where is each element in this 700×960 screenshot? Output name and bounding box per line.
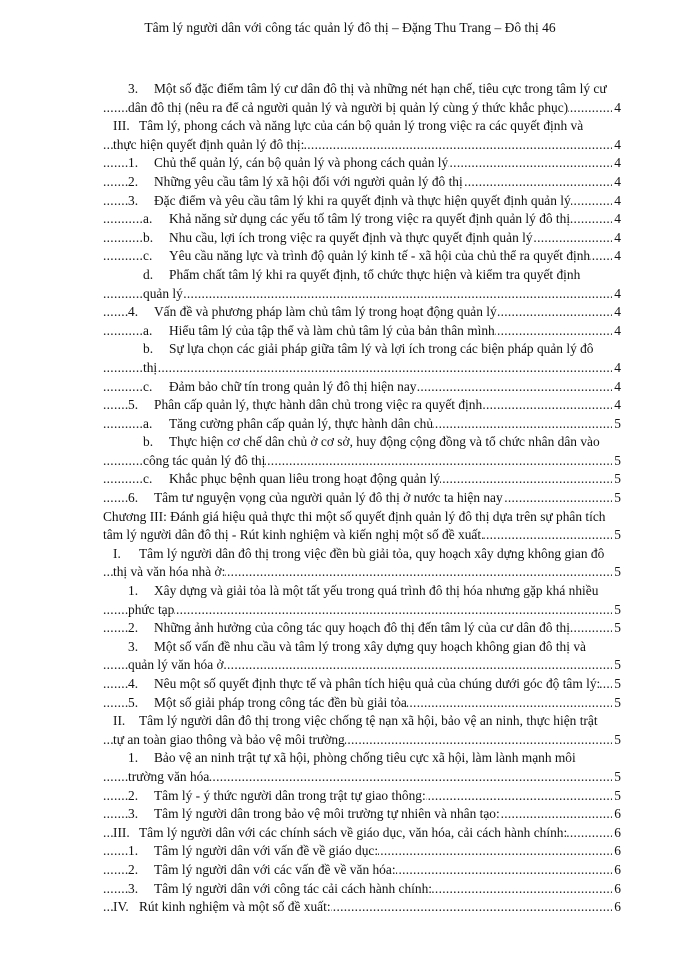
toc-entry[interactable] xyxy=(103,824,621,843)
toc-entry-page: 5 xyxy=(614,526,621,545)
toc-entry-page: 4 xyxy=(614,322,621,341)
toc-entry-title: Khắc phục bệnh quan liêu trong hoạt động quản lý xyxy=(169,471,441,487)
toc-entry[interactable] xyxy=(103,508,621,545)
toc-entry-page: 6 xyxy=(614,842,621,861)
toc-entry-page: 5 xyxy=(614,563,621,582)
toc-entry-number: b. xyxy=(143,433,169,452)
toc-entry[interactable] xyxy=(103,415,621,434)
toc-entry-page: 4 xyxy=(614,136,621,155)
toc-entry[interactable] xyxy=(103,229,621,248)
toc-entry-page: 5 xyxy=(614,787,621,806)
toc-entry-number: 6. xyxy=(128,489,154,508)
toc-entry-number: 4. xyxy=(128,675,154,694)
toc-entry-page: 5 xyxy=(614,675,621,694)
toc-entry-number: 1. xyxy=(128,749,154,768)
toc-entry-title: Tâm lý người dân với vấn đề về giáo dục: xyxy=(154,843,379,859)
toc-entry-page: 5 xyxy=(614,619,621,638)
toc-entry-title: Một số vấn đề nhu cầu và tâm lý trong xây dựng quy hoạch không gian đô thị và quản lý văn hóa ở xyxy=(128,638,586,673)
toc-entry[interactable] xyxy=(103,787,621,806)
toc-entry-page: 4 xyxy=(614,396,621,415)
toc-entry-number: 3. xyxy=(128,80,154,99)
toc-entry[interactable] xyxy=(103,898,621,917)
toc-entry[interactable] xyxy=(103,210,621,229)
toc-entry-number: 1. xyxy=(128,154,154,173)
toc-entry[interactable] xyxy=(103,861,621,880)
toc-entry-number: II. xyxy=(113,712,139,731)
toc-entry-title: Một số giải pháp trong công tác đền bù giải tỏa xyxy=(154,694,407,710)
table-of-contents xyxy=(103,80,621,917)
toc-entry-page: 4 xyxy=(614,303,621,322)
toc-entry-page: 4 xyxy=(614,192,621,211)
toc-entry[interactable] xyxy=(103,842,621,861)
toc-entry-page: 6 xyxy=(614,824,621,843)
toc-entry-title: Phẩm chất tâm lý khi ra quyết định, tổ chức thực hiện và kiểm tra quyết định quản lý xyxy=(143,266,581,301)
toc-entry[interactable] xyxy=(103,433,621,470)
toc-entry-page: 4 xyxy=(614,99,621,118)
toc-entry-page: 5 xyxy=(614,731,621,750)
toc-entry-number: 2. xyxy=(128,861,154,880)
toc-entry[interactable] xyxy=(103,247,621,266)
toc-entry-page: 4 xyxy=(614,210,621,229)
toc-entry-page: 6 xyxy=(614,805,621,824)
toc-entry-page: 6 xyxy=(614,880,621,899)
toc-entry-title: Nêu một số quyết định thực tế và phân tích hiệu quả của chúng dưới góc độ tâm lý: xyxy=(154,676,601,691)
toc-entry-title: Yêu cầu năng lực và trình độ quản lý kinh tế - xã hội của chủ thể ra quyết định xyxy=(169,248,591,264)
toc-entry-page: 5 xyxy=(614,694,621,713)
toc-entry-title: Tăng cường phân cấp quản lý, thực hành dân chủ xyxy=(169,415,434,431)
toc-entry-page: 4 xyxy=(614,173,621,192)
toc-entry[interactable] xyxy=(103,470,621,489)
toc-entry-title: Sự lựa chọn các giải pháp giữa tâm lý và lợi ích trong các biện pháp quản lý đô thị xyxy=(143,341,594,375)
toc-entry-title: Tâm lý người dân đô thị trong việc chống tệ nạn xã hội, bảo vệ an ninh, thực hiện trật tự an toàn giao thông và bảo vệ môi trường xyxy=(113,713,598,747)
toc-entry-title: Tâm lý người dân với các chính sách về giáo dục, văn hóa, cải cách hành chính: xyxy=(139,824,568,840)
toc-entry-title: Tâm lý người dân với công tác cải cách hành chính: xyxy=(154,880,432,896)
toc-entry[interactable] xyxy=(103,545,621,582)
toc-entry-number: b. xyxy=(143,340,169,359)
toc-entry-page: 4 xyxy=(614,378,621,397)
toc-entry-page: 6 xyxy=(614,898,621,917)
toc-entry-number: c. xyxy=(143,247,169,266)
toc-entry[interactable] xyxy=(103,266,621,303)
toc-entry-number: IV. xyxy=(113,898,139,917)
toc-entry-page: 5 xyxy=(614,768,621,787)
toc-entry-page: 5 xyxy=(614,489,621,508)
toc-entry[interactable] xyxy=(103,694,621,713)
toc-entry-number: 5. xyxy=(128,396,154,415)
toc-entry[interactable] xyxy=(103,805,621,824)
toc-entry-number: d. xyxy=(143,266,169,285)
toc-entry-number: 2. xyxy=(128,619,154,638)
toc-entry-number: 4. xyxy=(128,303,154,322)
toc-entry[interactable] xyxy=(103,712,621,749)
toc-entry-page: 5 xyxy=(614,656,621,675)
toc-entry-number: b. xyxy=(143,229,169,248)
toc-entry-title: Những yêu cầu tâm lý xã hội đối với người quản lý đô thị xyxy=(154,173,463,189)
toc-entry-number: 3. xyxy=(128,805,154,824)
toc-entry-number: 5. xyxy=(128,694,154,713)
toc-entry-number: c. xyxy=(143,470,169,489)
toc-entry-title: Tâm lý người dân với các vấn đề về văn hóa: xyxy=(154,861,396,877)
toc-entry[interactable] xyxy=(103,378,621,397)
toc-entry-title: Nhu cầu, lợi ích trong việc ra quyết định và thực quyết định quản lý xyxy=(169,229,533,245)
toc-entry[interactable] xyxy=(103,638,621,675)
toc-entry[interactable] xyxy=(103,154,621,173)
toc-entry[interactable] xyxy=(103,675,621,694)
toc-entry-page: 4 xyxy=(614,359,621,378)
toc-entry-title: Đảm bảo chữ tín trong quản lý đô thị hiện nay xyxy=(169,378,417,394)
page-header: Tâm lý người dân với công tác quản lý đô thị – Đặng Thu Trang – Đô thị 46 xyxy=(144,20,556,35)
toc-entry-title: Hiểu tâm lý của tập thể và làm chủ tâm lý của bản thân mình xyxy=(169,322,495,338)
toc-entry-number: 3. xyxy=(128,880,154,899)
toc-entry[interactable] xyxy=(103,192,621,211)
toc-entry-number: 1. xyxy=(128,582,154,601)
toc-entry-title: Tâm tư nguyện vọng của người quản lý đô thị ở nước ta hiện nay xyxy=(154,490,503,506)
toc-entry[interactable] xyxy=(103,303,621,322)
toc-entry[interactable] xyxy=(103,80,621,117)
toc-entry-title: Một số đặc điểm tâm lý cư dân đô thị và những nét hạn chế, tiêu cực trong tâm lý cư dân đô thị (nêu ra để cả người quản lý và người bị quản lý cùng ý thức khắc phục) xyxy=(128,81,607,115)
toc-entry-page: 5 xyxy=(614,470,621,489)
toc-entry-number: a. xyxy=(143,415,169,434)
toc-entry-title: Tâm lý người dân đô thị trong việc đền bù giải tỏa, quy hoạch xây dựng không gian đô thị và văn hóa nhà ở: xyxy=(113,545,605,580)
toc-entry-title: Những ảnh hưởng của công tác quy hoạch đô thị đến tâm lý của cư dân đô thị xyxy=(154,620,570,636)
toc-entry-number: 3. xyxy=(128,192,154,211)
toc-entry-title: Khả năng sử dụng các yếu tố tâm lý trong việc ra quyết định quản lý đô thị xyxy=(169,211,571,227)
toc-entry-title: Thực hiện cơ chế dân chủ ở cơ sở, huy động cộng đồng và tổ chức nhân dân vào công tác quản lý đô thị xyxy=(143,434,600,468)
toc-entry-number: 1. xyxy=(128,842,154,861)
toc-entry-number: a. xyxy=(143,210,169,229)
toc-entry[interactable] xyxy=(103,173,621,192)
toc-entry-title: Vấn đề và phương pháp làm chủ tâm lý trong hoạt động quản lý xyxy=(154,304,497,320)
toc-entry-title: Bảo vệ an ninh trật tự xã hội, phòng chống tiêu cực xã hội, làm lành mạnh môi trường văn hóa xyxy=(128,750,576,784)
toc-entry[interactable] xyxy=(103,582,621,619)
toc-entry-page: 4 xyxy=(614,229,621,248)
toc-entry-page: 5 xyxy=(614,415,621,434)
toc-entry-title: Phân cấp quản lý, thực hành dân chủ trong việc ra quyết định xyxy=(154,397,483,413)
toc-entry-title: Chủ thể quản lý, cán bộ quản lý và phong cách quản lý xyxy=(154,155,449,171)
toc-entry-page: 4 xyxy=(614,285,621,304)
toc-entry-number: 3. xyxy=(128,638,154,657)
toc-entry-number: a. xyxy=(143,322,169,341)
toc-entry-title: Rút kinh nghiệm và một số đề xuất: xyxy=(139,899,331,915)
toc-entry-title: Tâm lý - ý thức người dân trong trật tự giao thông: xyxy=(154,787,426,803)
toc-entry-page: 4 xyxy=(614,154,621,173)
toc-entry[interactable] xyxy=(103,322,621,341)
toc-entry[interactable] xyxy=(103,396,621,415)
toc-entry-title: Tâm lý người dân trong bảo vệ môi trường tự nhiên và nhân tạo: xyxy=(154,806,500,822)
toc-entry-page: 5 xyxy=(614,601,621,620)
toc-entry[interactable] xyxy=(103,880,621,899)
toc-entry-title: Tâm lý, phong cách và năng lực của cán bộ quản lý trong việc ra các quyết định và thực hiện quyết định quản lý đô thị: xyxy=(113,118,584,152)
toc-entry[interactable] xyxy=(103,340,621,377)
toc-entry-page: 4 xyxy=(614,247,621,266)
toc-entry-page: 6 xyxy=(614,861,621,880)
toc-entry-number: 2. xyxy=(128,173,154,192)
toc-entry-title: Chương III: Đánh giá hiệu quả thực thi một số quyết định quản lý đô thị dựa trên sự phân tích tâm lý người dân đô thị - Rút kinh nghiệm và kiến nghị một số đề xuất. xyxy=(103,508,606,543)
toc-entry-number: c. xyxy=(143,378,169,397)
toc-entry[interactable] xyxy=(103,117,621,154)
toc-entry-number: III. xyxy=(113,117,139,136)
toc-entry-number: III. xyxy=(113,824,139,843)
toc-entry[interactable] xyxy=(103,619,621,638)
toc-entry[interactable] xyxy=(103,489,621,508)
toc-entry-title: Đặc điểm và yêu cầu tâm lý khi ra quyết định và thực hiện quyết định quản lý xyxy=(154,192,571,208)
toc-entry-title: Xây dựng và giải tỏa là một tất yếu trong quá trình đô thị hóa nhưng gặp khá nhiều phức tạp xyxy=(128,583,599,617)
toc-entry-page: 5 xyxy=(614,452,621,471)
toc-entry[interactable] xyxy=(103,749,621,786)
toc-entry-number: 2. xyxy=(128,787,154,806)
toc-entry-number: I. xyxy=(113,545,139,564)
